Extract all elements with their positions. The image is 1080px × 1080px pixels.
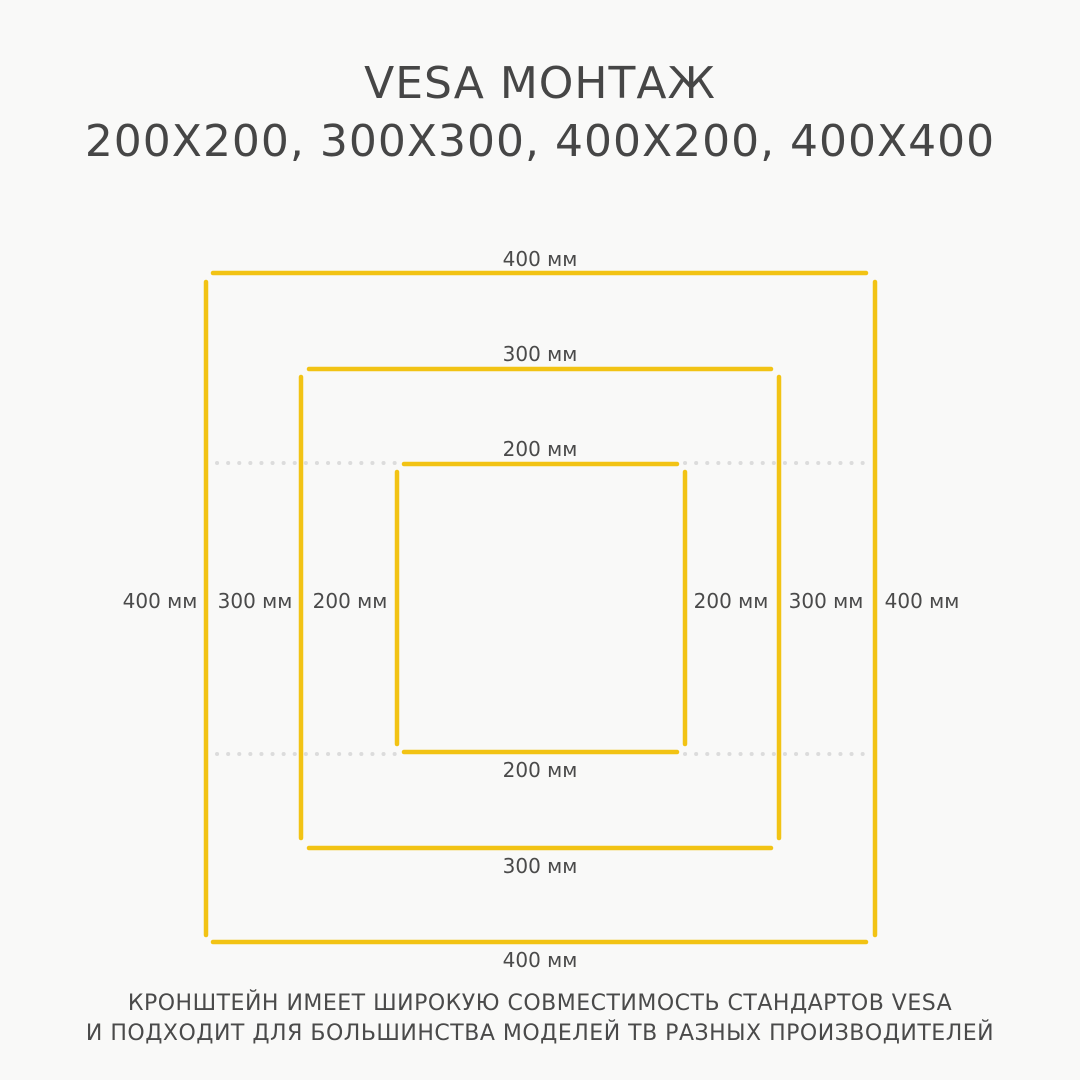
frame-lines xyxy=(206,273,875,942)
outer-top-label: 400 мм xyxy=(502,247,578,271)
outer-left-label: 400 мм xyxy=(122,589,198,613)
page-title: VESA МОНТАЖ xyxy=(364,58,716,109)
middle-top-label: 300 мм xyxy=(502,342,578,366)
inner-bottom-label: 200 мм xyxy=(502,758,578,782)
dimension-labels xyxy=(123,247,960,972)
outer-bottom-label: 400 мм xyxy=(502,948,578,972)
inner-top-label: 200 мм xyxy=(502,437,578,461)
footer-text-line2: И ПОДХОДИТ ДЛЯ БОЛЬШИНСТВА МОДЕЛЕЙ ТВ РАЗНЫХ ПРОИЗВОДИТЕЛЕЙ xyxy=(85,1021,995,1046)
middle-left-label: 300 мм xyxy=(217,589,293,613)
inner-right-label: 200 мм xyxy=(693,589,769,613)
inner-left-label: 200 мм xyxy=(312,589,388,613)
footer-text-line1: КРОНШТЕЙН ИМЕЕТ ШИРОКУЮ СОВМЕСТИМОСТЬ СТАНДАРТОВ VESA xyxy=(127,991,953,1016)
middle-bottom-label: 300 мм xyxy=(502,854,578,878)
outer-right-label: 400 мм xyxy=(884,589,960,613)
middle-right-label: 300 мм xyxy=(788,589,864,613)
page-subtitle-sizes: 200X200, 300X300, 400X200, 400X400 xyxy=(84,116,996,167)
